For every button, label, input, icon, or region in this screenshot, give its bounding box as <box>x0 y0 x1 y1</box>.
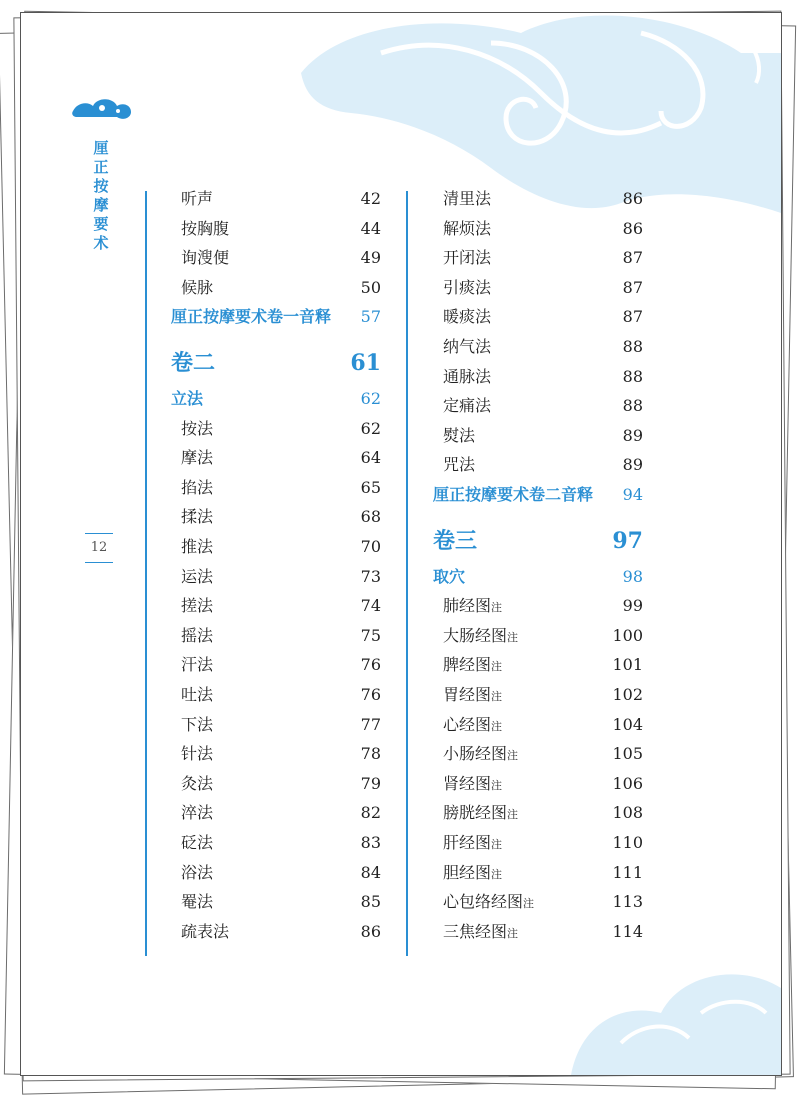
toc-entry <box>443 892 643 914</box>
toc-entry-title: 按胸腹 <box>181 218 230 238</box>
toc-entry-title: 运法 <box>181 566 214 586</box>
toc-entry <box>181 685 381 705</box>
toc-entry-title: 厘正按摩要术卷二音释 <box>433 485 594 504</box>
toc-entry-page: 88 <box>622 337 643 356</box>
toc-entry <box>443 685 643 707</box>
toc-entry-title: 立法 <box>171 389 204 408</box>
toc-entry-note: 注 <box>507 749 519 763</box>
toc-entry-page: 102 <box>612 685 643 704</box>
toc-entry-title: 听声 <box>181 189 214 208</box>
toc-entry-page: 89 <box>622 455 643 475</box>
toc-entry <box>443 626 643 648</box>
cloud-decoration <box>21 13 781 1075</box>
toc-entry <box>443 396 643 416</box>
toc-entry-page: 111 <box>612 862 643 882</box>
toc-entry-title: 小肠经图 <box>443 744 508 764</box>
toc-entry-page: 97 <box>612 527 643 554</box>
toc-entry-page: 84 <box>360 862 381 882</box>
toc-entry-title: 肺经图 <box>443 596 492 616</box>
toc-entry <box>443 307 643 327</box>
toc-volume-entry <box>433 527 643 556</box>
toc-entry <box>443 833 643 855</box>
toc-entry-title: 询溲便 <box>181 248 230 268</box>
toc-entry-page: 49 <box>360 248 381 268</box>
toc-entry-title: 开闭法 <box>443 248 492 268</box>
toc-entry-title: 淬法 <box>181 803 214 823</box>
toc-entry-page: 104 <box>612 714 643 734</box>
toc-entry-page: 50 <box>360 277 381 297</box>
toc-entry-title: 心包络经图 <box>443 892 524 912</box>
toc-entry-page: 101 <box>612 655 643 675</box>
toc-entry-page: 113 <box>612 892 643 912</box>
toc-entry-title: 按法 <box>181 418 214 438</box>
toc-entry-note: 注 <box>491 778 503 792</box>
toc-entry <box>443 189 643 209</box>
toc-entry <box>443 248 643 268</box>
toc-entry-title: 揉法 <box>181 507 214 527</box>
toc-entry <box>181 833 381 853</box>
toc-entry <box>181 507 381 527</box>
toc-entry <box>181 219 381 239</box>
toc-entry-page: 70 <box>360 537 381 556</box>
toc-entry-page: 62 <box>360 418 381 438</box>
toc-entry-title: 咒法 <box>443 455 476 475</box>
toc-entry-page: 75 <box>360 625 381 645</box>
toc-entry-page: 89 <box>622 425 643 445</box>
toc-entry <box>443 922 643 944</box>
toc-entry-title: 定痛法 <box>443 396 492 416</box>
toc-volume-entry <box>171 349 381 378</box>
toc-entry <box>443 803 643 825</box>
toc-entry <box>443 455 643 475</box>
toc-entry-title: 厘正按摩要术卷一音释 <box>171 307 332 327</box>
toc-entry-title: 纳气法 <box>443 337 492 356</box>
side-title-char: 术 <box>93 234 109 252</box>
toc-entry <box>443 863 643 885</box>
toc-entry-title: 熨法 <box>443 425 476 445</box>
toc-entry-page: 99 <box>622 596 643 616</box>
toc-entry-page: 62 <box>360 389 381 408</box>
toc-entry <box>443 744 643 766</box>
toc-entry <box>181 922 381 942</box>
toc-entry-page: 105 <box>612 744 643 764</box>
toc-entry-page: 68 <box>360 507 381 527</box>
toc-entry-note: 注 <box>507 808 519 822</box>
toc-entry-title: 引痰法 <box>443 277 492 297</box>
toc-entry <box>181 478 381 498</box>
toc-entry-page: 57 <box>360 307 381 327</box>
toc-entry-page: 87 <box>622 248 643 268</box>
toc-entry <box>443 278 643 298</box>
toc-entry <box>181 248 381 268</box>
toc-entry-title: 罨法 <box>181 892 214 912</box>
toc-entry-title: 搓法 <box>181 596 214 616</box>
toc-entry-page: 76 <box>360 655 381 675</box>
toc-entry-title: 卷三 <box>433 527 478 554</box>
toc-entry-title: 汗法 <box>181 655 214 675</box>
side-title-char: 正 <box>93 158 109 176</box>
page-number: 12 <box>85 533 113 563</box>
toc-entry-note: 注 <box>491 601 503 615</box>
toc-entry <box>181 655 381 675</box>
toc-entry-note: 注 <box>491 838 503 851</box>
toc-entry-title: 吐法 <box>181 685 214 704</box>
toc-entry-page: 64 <box>360 448 381 468</box>
toc-entry-note: 注 <box>491 719 503 733</box>
toc-entry-page: 74 <box>360 596 381 616</box>
toc-entry-page: 42 <box>360 189 381 208</box>
toc-entry-page: 83 <box>360 833 381 852</box>
toc-entry <box>181 774 381 794</box>
toc-entry <box>181 189 381 209</box>
toc-entry <box>181 715 381 735</box>
toc-entry-title: 解烦法 <box>443 218 492 238</box>
toc-entry-title: 浴法 <box>181 862 214 882</box>
toc-entry-title: 摇法 <box>181 625 214 645</box>
cloud-logo-icon <box>72 99 131 119</box>
toc-entry-note: 注 <box>491 867 503 881</box>
toc-entry-title: 卷二 <box>171 350 216 376</box>
toc-entry-title: 心经图 <box>443 714 492 734</box>
toc-entry-title: 大肠经图 <box>443 625 508 645</box>
toc-entry <box>181 419 381 439</box>
toc-entry-page: 108 <box>612 803 643 823</box>
toc-entry-page: 100 <box>612 625 643 645</box>
toc-entry-note: 注 <box>491 660 503 674</box>
side-title-char: 厘 <box>93 139 109 157</box>
toc-entry <box>181 892 381 912</box>
toc-entry-title: 候脉 <box>181 277 214 297</box>
left-column-rule <box>145 191 147 956</box>
toc-entry <box>181 626 381 646</box>
toc-entry-page: 77 <box>360 714 381 734</box>
toc-section-entry <box>171 389 381 409</box>
toc-entry-title: 针法 <box>181 744 214 764</box>
toc-entry-title: 胃经图 <box>443 685 492 704</box>
toc-entry <box>181 278 381 298</box>
toc-section-entry <box>171 307 381 327</box>
toc-entry-title: 肝经图 <box>443 833 492 852</box>
toc-entry-title: 脾经图 <box>443 655 492 675</box>
toc-entry-page: 82 <box>360 803 381 823</box>
toc-entry <box>443 596 643 618</box>
toc-entry-page: 86 <box>622 189 643 208</box>
toc-entry-title: 清里法 <box>443 189 492 208</box>
toc-entry-page: 86 <box>622 218 643 238</box>
toc-entry-note: 注 <box>491 690 503 703</box>
toc-entry-page: 87 <box>622 307 643 327</box>
toc-entry-title: 胆经图 <box>443 862 492 882</box>
toc-entry-page: 87 <box>622 277 643 297</box>
toc-entry-title: 膀胱经图 <box>443 803 508 823</box>
toc-entry <box>181 448 381 468</box>
toc-entry-title: 下法 <box>181 714 214 734</box>
toc-entry <box>443 715 643 737</box>
toc-entry-page: 98 <box>622 566 643 586</box>
toc-entry <box>181 744 381 764</box>
toc-section-entry <box>433 567 643 587</box>
toc-entry-title: 摩法 <box>181 448 214 468</box>
toc-entry-title: 灸法 <box>181 773 214 793</box>
side-title-char: 摩 <box>93 196 109 214</box>
toc-entry-page: 65 <box>360 477 381 497</box>
toc-section-entry <box>433 485 643 505</box>
toc-entry-title: 掐法 <box>181 477 214 497</box>
toc-entry-page: 88 <box>622 366 643 386</box>
toc-entry-page: 61 <box>350 350 381 376</box>
toc-entry-note: 注 <box>507 926 519 940</box>
toc-entry-page: 86 <box>360 921 381 941</box>
toc-entry <box>181 863 381 883</box>
toc-entry-title: 砭法 <box>181 833 214 852</box>
toc-entry-title: 暖痰法 <box>443 307 492 327</box>
toc-entry-page: 78 <box>360 744 381 764</box>
toc-entry-page: 88 <box>622 396 643 416</box>
toc-entry-title: 三焦经图 <box>443 921 508 941</box>
toc-entry <box>181 537 381 557</box>
side-book-title <box>91 139 111 253</box>
toc-entry-title: 通脉法 <box>443 366 492 386</box>
toc-entry <box>443 367 643 387</box>
toc-entry-page: 110 <box>612 833 643 852</box>
toc-entry-note: 注 <box>523 897 535 911</box>
toc-entry-note: 注 <box>507 630 519 644</box>
side-title-char: 按 <box>93 177 109 195</box>
toc-entry-page: 76 <box>360 685 381 704</box>
toc-entry <box>443 219 643 239</box>
toc-entry <box>181 567 381 587</box>
toc-entry <box>443 426 643 446</box>
toc-entry-title: 取穴 <box>433 566 466 586</box>
toc-entry <box>443 337 643 357</box>
toc-entry <box>181 596 381 616</box>
toc-entry-title: 疏表法 <box>181 921 230 941</box>
toc-page <box>20 12 782 1076</box>
toc-entry <box>443 774 643 796</box>
toc-entry <box>443 655 643 677</box>
toc-entry-title: 推法 <box>181 537 214 556</box>
toc-entry-page: 85 <box>360 892 381 912</box>
right-column-rule <box>406 191 408 956</box>
toc-entry <box>181 803 381 823</box>
toc-entry-page: 79 <box>360 773 381 793</box>
toc-entry-page: 73 <box>360 566 381 586</box>
toc-entry-page: 44 <box>360 218 381 238</box>
toc-entry-page: 114 <box>612 921 643 941</box>
toc-entry-page: 94 <box>622 485 643 504</box>
side-title-char: 要 <box>93 215 109 233</box>
toc-entry-title: 肾经图 <box>443 773 492 793</box>
toc-entry-page: 106 <box>612 773 643 793</box>
